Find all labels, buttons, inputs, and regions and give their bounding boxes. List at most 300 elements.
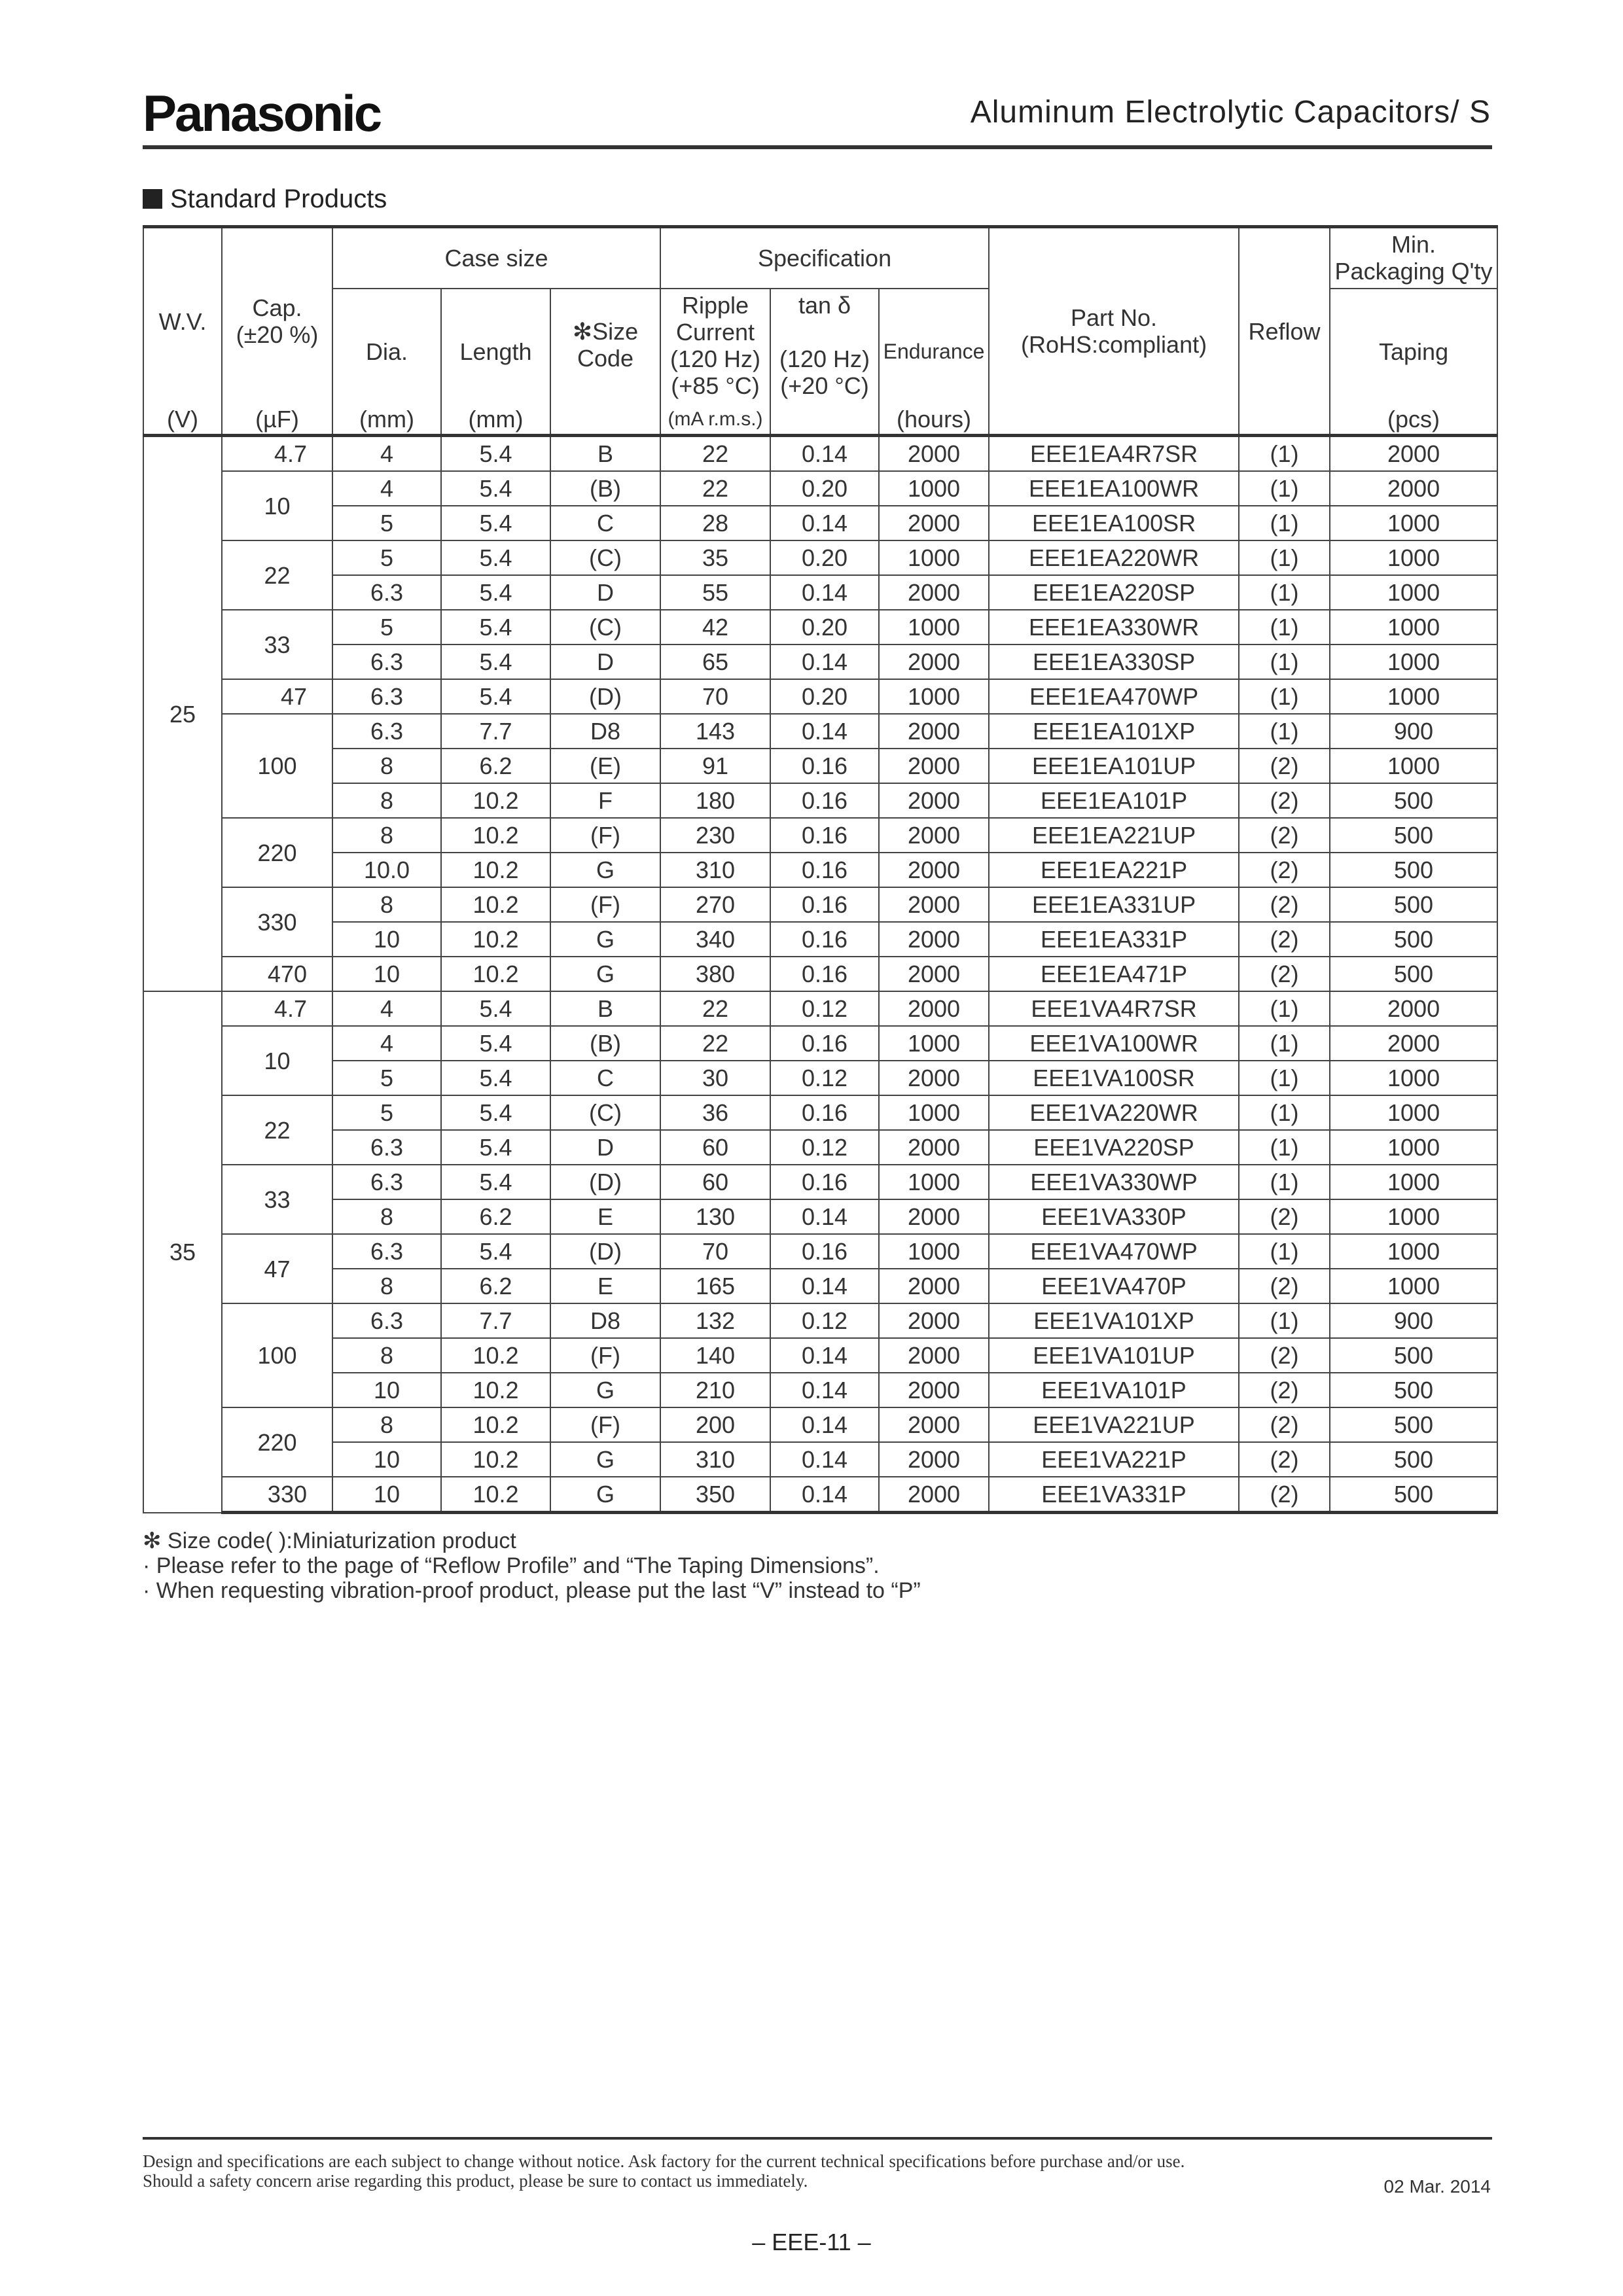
cell-size-code: (F) (550, 887, 660, 922)
cell-length: 10.2 (441, 1373, 550, 1407)
table-row (143, 1442, 1497, 1477)
cell-part-no: EEE1EA331UP (989, 887, 1239, 922)
cell-length: 7.7 (441, 1303, 550, 1338)
document-title: Aluminum Electrolytic Capacitors/ S (970, 95, 1491, 130)
table-row (143, 714, 1497, 749)
cell-length: 5.4 (441, 1026, 550, 1061)
cell-dia: 10 (332, 1477, 441, 1513)
table-row (143, 1269, 1497, 1303)
cell-length: 5.4 (441, 436, 550, 472)
cell-taping: 500 (1330, 783, 1497, 818)
cell-dia: 5 (332, 1061, 441, 1095)
cell-reflow: (1) (1239, 1165, 1330, 1199)
cell-taping: 1000 (1330, 1234, 1497, 1269)
cell-taping: 500 (1330, 957, 1497, 991)
cell-taping: 2000 (1330, 471, 1497, 506)
col-dia: Dia. (mm) (332, 289, 441, 436)
table-row (143, 471, 1497, 506)
cell-length: 5.4 (441, 1130, 550, 1165)
cell-taping: 2000 (1330, 1026, 1497, 1061)
cell-size-code: (F) (550, 818, 660, 853)
cell-endurance: 1000 (879, 610, 989, 645)
cell-size-code: (D) (550, 679, 660, 714)
cell-dia: 5 (332, 610, 441, 645)
cell-endurance: 2000 (879, 1269, 989, 1303)
col-part-no: Part No. (RoHS:compliant) (989, 227, 1239, 436)
cell-dia: 6.3 (332, 679, 441, 714)
cell-dia: 10 (332, 1373, 441, 1407)
footnote-vibration-proof: · When requesting vibration-proof product, please put the last “V” instead to “P” (143, 1578, 921, 1603)
cell-ripple: 340 (660, 922, 770, 957)
cell-part-no: EEE1VA330P (989, 1199, 1239, 1234)
cell-ripple: 143 (660, 714, 770, 749)
cell-part-no: EEE1EA470WP (989, 679, 1239, 714)
cell-taping: 500 (1330, 1477, 1497, 1513)
cell-part-no: EEE1VA101P (989, 1373, 1239, 1407)
cell-cap: 330 (222, 1477, 332, 1513)
cell-part-no: EEE1VA331P (989, 1477, 1239, 1513)
col-ripple-current: Ripple Current (120 Hz) (+85 °C) (mA r.m.s.) (660, 289, 770, 436)
footer-rule (143, 2137, 1492, 2140)
cell-endurance: 1000 (879, 679, 989, 714)
cell-ripple: 22 (660, 471, 770, 506)
cell-cap: 47 (222, 1234, 332, 1303)
cell-taping: 2000 (1330, 436, 1497, 472)
cell-size-code: E (550, 1199, 660, 1234)
table-row (143, 540, 1497, 575)
cell-cap: 100 (222, 1303, 332, 1407)
cell-taping: 1000 (1330, 506, 1497, 540)
cell-length: 10.2 (441, 1407, 550, 1442)
voltage-group-25v (143, 436, 1497, 992)
col-taping: Taping (pcs) (1330, 289, 1497, 436)
table-row (143, 506, 1497, 540)
cell-length: 5.4 (441, 679, 550, 714)
cell-dia: 10 (332, 922, 441, 957)
cell-taping: 500 (1330, 1442, 1497, 1477)
cell-tan-delta: 0.14 (770, 436, 879, 472)
section-title: Standard Products (170, 185, 387, 213)
cell-endurance: 2000 (879, 1061, 989, 1095)
cell-part-no: EEE1VA221P (989, 1442, 1239, 1477)
cell-size-code: G (550, 922, 660, 957)
cell-part-no: EEE1EA101P (989, 783, 1239, 818)
cell-endurance: 2000 (879, 887, 989, 922)
cell-size-code: G (550, 1442, 660, 1477)
cell-ripple: 210 (660, 1373, 770, 1407)
cell-ripple: 60 (660, 1165, 770, 1199)
cell-ripple: 35 (660, 540, 770, 575)
cell-endurance: 2000 (879, 818, 989, 853)
cell-cap: 22 (222, 1095, 332, 1165)
cell-reflow: (1) (1239, 1026, 1330, 1061)
cell-tan-delta: 0.14 (770, 506, 879, 540)
cell-dia: 6.3 (332, 1130, 441, 1165)
col-size-code: ✻Size Code (550, 289, 660, 436)
cell-size-code: (E) (550, 749, 660, 783)
cell-reflow: (1) (1239, 1234, 1330, 1269)
cell-length: 5.4 (441, 1095, 550, 1130)
cell-ripple: 380 (660, 957, 770, 991)
cell-ripple: 310 (660, 853, 770, 887)
footnotes (143, 1528, 921, 1603)
cell-size-code: (F) (550, 1338, 660, 1373)
col-cap: Cap. (±20 %) (µF) (222, 227, 332, 436)
cell-tan-delta: 0.16 (770, 749, 879, 783)
table-row (143, 991, 1497, 1026)
cell-reflow: (1) (1239, 436, 1330, 472)
cell-part-no: EEE1EA221UP (989, 818, 1239, 853)
cell-dia: 6.3 (332, 714, 441, 749)
cell-endurance: 2000 (879, 645, 989, 679)
cell-cap: 10 (222, 471, 332, 540)
col-group-min-packaging: Min. Packaging Q'ty (1330, 227, 1497, 289)
cell-endurance: 2000 (879, 749, 989, 783)
cell-tan-delta: 0.16 (770, 1026, 879, 1061)
cell-endurance: 1000 (879, 471, 989, 506)
table-row (143, 1199, 1497, 1234)
cell-taping: 500 (1330, 818, 1497, 853)
cell-ripple: 55 (660, 575, 770, 610)
table-row (143, 1373, 1497, 1407)
cell-tan-delta: 0.12 (770, 1303, 879, 1338)
cell-dia: 8 (332, 1338, 441, 1373)
cell-length: 5.4 (441, 1234, 550, 1269)
cell-ripple: 310 (660, 1442, 770, 1477)
cell-ripple: 28 (660, 506, 770, 540)
cell-size-code: (C) (550, 1095, 660, 1130)
cell-taping: 500 (1330, 1407, 1497, 1442)
cell-size-code: (F) (550, 1407, 660, 1442)
col-reflow: Reflow (1239, 227, 1330, 436)
cell-endurance: 2000 (879, 922, 989, 957)
table-row (143, 1165, 1497, 1199)
cell-ripple: 130 (660, 1199, 770, 1234)
table-row (143, 818, 1497, 853)
cell-ripple: 200 (660, 1407, 770, 1442)
cell-reflow: (1) (1239, 610, 1330, 645)
cell-taping: 1000 (1330, 679, 1497, 714)
cell-part-no: EEE1VA221UP (989, 1407, 1239, 1442)
cell-length: 5.4 (441, 610, 550, 645)
col-group-specification: Specification (660, 227, 989, 289)
cell-length: 5.4 (441, 1165, 550, 1199)
cell-length: 10.2 (441, 1477, 550, 1513)
table-header (143, 227, 1497, 436)
cell-tan-delta: 0.12 (770, 1130, 879, 1165)
cell-tan-delta: 0.14 (770, 1442, 879, 1477)
cell-tan-delta: 0.14 (770, 575, 879, 610)
cell-ripple: 350 (660, 1477, 770, 1513)
cell-dia: 8 (332, 818, 441, 853)
cell-length: 5.4 (441, 645, 550, 679)
cell-cap: 220 (222, 1407, 332, 1477)
cell-part-no: EEE1EA331P (989, 922, 1239, 957)
cell-tan-delta: 0.12 (770, 991, 879, 1026)
cell-ripple: 165 (660, 1269, 770, 1303)
cell-ripple: 42 (660, 610, 770, 645)
cell-reflow: (1) (1239, 1061, 1330, 1095)
cell-taping: 1000 (1330, 610, 1497, 645)
cell-endurance: 2000 (879, 1407, 989, 1442)
cell-cap: 33 (222, 610, 332, 679)
cell-reflow: (1) (1239, 471, 1330, 506)
cell-taping: 900 (1330, 714, 1497, 749)
cell-part-no: EEE1EA100SR (989, 506, 1239, 540)
cell-reflow: (1) (1239, 1130, 1330, 1165)
cell-size-code: E (550, 1269, 660, 1303)
cell-cap: 22 (222, 540, 332, 610)
cell-part-no: EEE1EA330SP (989, 645, 1239, 679)
cell-taping: 500 (1330, 1373, 1497, 1407)
cell-dia: 4 (332, 436, 441, 472)
table-row (143, 645, 1497, 679)
page-number: – EEE-11 – (752, 2229, 871, 2255)
cell-tan-delta: 0.14 (770, 1269, 879, 1303)
cell-reflow: (1) (1239, 506, 1330, 540)
disclaimer-line: Should a safety concern arise regarding this product, please be sure to contact us immediately. (143, 2171, 808, 2191)
cell-part-no: EEE1VA470P (989, 1269, 1239, 1303)
cell-tan-delta: 0.14 (770, 1407, 879, 1442)
cell-size-code: G (550, 853, 660, 887)
table-row (143, 1338, 1497, 1373)
cell-part-no: EEE1VA4R7SR (989, 991, 1239, 1026)
cell-length: 6.2 (441, 749, 550, 783)
cell-tan-delta: 0.14 (770, 1199, 879, 1234)
cell-part-no: EEE1VA220WR (989, 1095, 1239, 1130)
cell-dia: 10 (332, 1442, 441, 1477)
cell-tan-delta: 0.12 (770, 1061, 879, 1095)
cell-ripple: 132 (660, 1303, 770, 1338)
cell-dia: 6.3 (332, 645, 441, 679)
cell-cap: 100 (222, 714, 332, 818)
cell-endurance: 2000 (879, 436, 989, 472)
col-group-case-size: Case size (332, 227, 660, 289)
cell-part-no: EEE1VA101UP (989, 1338, 1239, 1373)
cell-taping: 2000 (1330, 991, 1497, 1026)
cell-length: 10.2 (441, 887, 550, 922)
table-row (143, 1303, 1497, 1338)
cell-endurance: 2000 (879, 1338, 989, 1373)
disclaimer (143, 2151, 1185, 2191)
cell-endurance: 1000 (879, 1026, 989, 1061)
cell-taping: 500 (1330, 887, 1497, 922)
cell-size-code: B (550, 436, 660, 472)
cell-endurance: 1000 (879, 1095, 989, 1130)
cell-taping: 1000 (1330, 575, 1497, 610)
cell-endurance: 2000 (879, 783, 989, 818)
cell-length: 10.2 (441, 853, 550, 887)
cell-taping: 1000 (1330, 645, 1497, 679)
cell-length: 10.2 (441, 1442, 550, 1477)
voltage-group-35v (143, 991, 1497, 1513)
cell-tan-delta: 0.16 (770, 853, 879, 887)
cell-endurance: 1000 (879, 1165, 989, 1199)
cell-part-no: EEE1VA220SP (989, 1130, 1239, 1165)
cell-dia: 8 (332, 749, 441, 783)
cell-cap: 4.7 (222, 436, 332, 472)
cell-taping: 1000 (1330, 1130, 1497, 1165)
cell-dia: 8 (332, 1407, 441, 1442)
cell-cap: 10 (222, 1026, 332, 1095)
brand-logo: Panasonic (143, 84, 381, 142)
cell-tan-delta: 0.20 (770, 540, 879, 575)
table-row (143, 610, 1497, 645)
cell-size-code: (B) (550, 1026, 660, 1061)
cell-endurance: 2000 (879, 714, 989, 749)
cell-size-code: C (550, 506, 660, 540)
cell-endurance: 2000 (879, 1477, 989, 1513)
cell-dia: 5 (332, 506, 441, 540)
cell-endurance: 2000 (879, 853, 989, 887)
cell-tan-delta: 0.16 (770, 1234, 879, 1269)
cell-tan-delta: 0.20 (770, 471, 879, 506)
cell-part-no: EEE1EA101UP (989, 749, 1239, 783)
cell-reflow: (2) (1239, 818, 1330, 853)
cell-ripple: 91 (660, 749, 770, 783)
cell-dia: 8 (332, 1199, 441, 1234)
cell-endurance: 2000 (879, 506, 989, 540)
cell-dia: 6.3 (332, 1165, 441, 1199)
cell-reflow: (2) (1239, 1199, 1330, 1234)
col-wv: W.V. (V) (143, 227, 222, 436)
cell-length: 10.2 (441, 922, 550, 957)
cell-reflow: (1) (1239, 645, 1330, 679)
cell-tan-delta: 0.14 (770, 1477, 879, 1513)
cell-dia: 8 (332, 887, 441, 922)
cell-length: 10.2 (441, 1338, 550, 1373)
cell-reflow: (2) (1239, 1442, 1330, 1477)
cell-tan-delta: 0.14 (770, 1338, 879, 1373)
footnote-reflow-taping: · Please refer to the page of “Reflow Profile” and “The Taping Dimensions”. (143, 1553, 880, 1578)
cell-reflow: (2) (1239, 1338, 1330, 1373)
cell-dia: 10.0 (332, 853, 441, 887)
cell-length: 10.2 (441, 783, 550, 818)
cell-endurance: 2000 (879, 575, 989, 610)
cell-reflow: (1) (1239, 991, 1330, 1026)
cell-part-no: EEE1VA101XP (989, 1303, 1239, 1338)
cell-reflow: (2) (1239, 1373, 1330, 1407)
table-row (143, 1477, 1497, 1513)
cell-reflow: (2) (1239, 1269, 1330, 1303)
cell-size-code: G (550, 1477, 660, 1513)
cell-reflow: (1) (1239, 1303, 1330, 1338)
cell-part-no: EEE1VA330WP (989, 1165, 1239, 1199)
cell-size-code: G (550, 957, 660, 991)
table-row (143, 1407, 1497, 1442)
cell-dia: 4 (332, 1026, 441, 1061)
cell-size-code: D (550, 575, 660, 610)
cell-ripple: 140 (660, 1338, 770, 1373)
cell-part-no: EEE1EA101XP (989, 714, 1239, 749)
cell-endurance: 1000 (879, 540, 989, 575)
cell-part-no: EEE1EA4R7SR (989, 436, 1239, 472)
cell-reflow: (1) (1239, 679, 1330, 714)
cell-dia: 8 (332, 783, 441, 818)
cell-part-no: EEE1VA100SR (989, 1061, 1239, 1095)
cell-size-code: (D) (550, 1234, 660, 1269)
cell-size-code: D8 (550, 1303, 660, 1338)
disclaimer-line: Design and specifications are each subject to change without notice. Ask factory for the current technical specifications before purchase and/or use. (143, 2151, 1185, 2171)
cell-ripple: 70 (660, 679, 770, 714)
cell-part-no: EEE1EA471P (989, 957, 1239, 991)
cell-ripple: 22 (660, 436, 770, 472)
cell-tan-delta: 0.16 (770, 1165, 879, 1199)
cell-tan-delta: 0.16 (770, 922, 879, 957)
table-row (143, 853, 1497, 887)
cell-reflow: (1) (1239, 714, 1330, 749)
cell-length: 7.7 (441, 714, 550, 749)
cell-tan-delta: 0.16 (770, 1095, 879, 1130)
table-row (143, 1095, 1497, 1130)
cell-dia: 10 (332, 957, 441, 991)
cell-reflow: (2) (1239, 922, 1330, 957)
cell-reflow: (2) (1239, 783, 1330, 818)
cell-taping: 1000 (1330, 540, 1497, 575)
header-rule (143, 145, 1492, 149)
cell-tan-delta: 0.16 (770, 818, 879, 853)
cell-wv: 35 (143, 991, 222, 1513)
cell-dia: 6.3 (332, 575, 441, 610)
cell-ripple: 70 (660, 1234, 770, 1269)
table-row (143, 783, 1497, 818)
cell-taping: 1000 (1330, 749, 1497, 783)
cell-size-code: D8 (550, 714, 660, 749)
cell-reflow: (2) (1239, 1407, 1330, 1442)
cell-reflow: (2) (1239, 887, 1330, 922)
cell-endurance: 2000 (879, 991, 989, 1026)
cell-endurance: 2000 (879, 1442, 989, 1477)
cell-size-code: C (550, 1061, 660, 1095)
cell-taping: 1000 (1330, 1061, 1497, 1095)
cell-length: 5.4 (441, 540, 550, 575)
cell-ripple: 36 (660, 1095, 770, 1130)
cell-reflow: (2) (1239, 853, 1330, 887)
cell-ripple: 30 (660, 1061, 770, 1095)
cell-length: 5.4 (441, 991, 550, 1026)
cell-tan-delta: 0.20 (770, 679, 879, 714)
cell-tan-delta: 0.14 (770, 645, 879, 679)
cell-tan-delta: 0.14 (770, 1373, 879, 1407)
col-endurance: Endurance (hours) (879, 289, 989, 436)
cell-size-code: G (550, 1373, 660, 1407)
cell-length: 5.4 (441, 471, 550, 506)
cell-size-code: (D) (550, 1165, 660, 1199)
cell-cap: 47 (222, 679, 332, 714)
cell-wv: 25 (143, 436, 222, 992)
cell-ripple: 22 (660, 991, 770, 1026)
cell-endurance: 2000 (879, 1303, 989, 1338)
table-row (143, 575, 1497, 610)
cell-size-code: (C) (550, 610, 660, 645)
cell-endurance: 2000 (879, 1130, 989, 1165)
cell-cap: 4.7 (222, 991, 332, 1026)
table-row (143, 679, 1497, 714)
cell-part-no: EEE1EA100WR (989, 471, 1239, 506)
cell-tan-delta: 0.16 (770, 783, 879, 818)
cell-taping: 900 (1330, 1303, 1497, 1338)
footnote-size-code: ✻ Size code( ):Miniaturization product (143, 1528, 516, 1553)
cell-endurance: 2000 (879, 1373, 989, 1407)
table-row (143, 1130, 1497, 1165)
cell-reflow: (1) (1239, 575, 1330, 610)
table-row (143, 1026, 1497, 1061)
cell-size-code: (C) (550, 540, 660, 575)
cell-reflow: (1) (1239, 1095, 1330, 1130)
cell-ripple: 60 (660, 1130, 770, 1165)
cell-ripple: 270 (660, 887, 770, 922)
cell-dia: 6.3 (332, 1303, 441, 1338)
